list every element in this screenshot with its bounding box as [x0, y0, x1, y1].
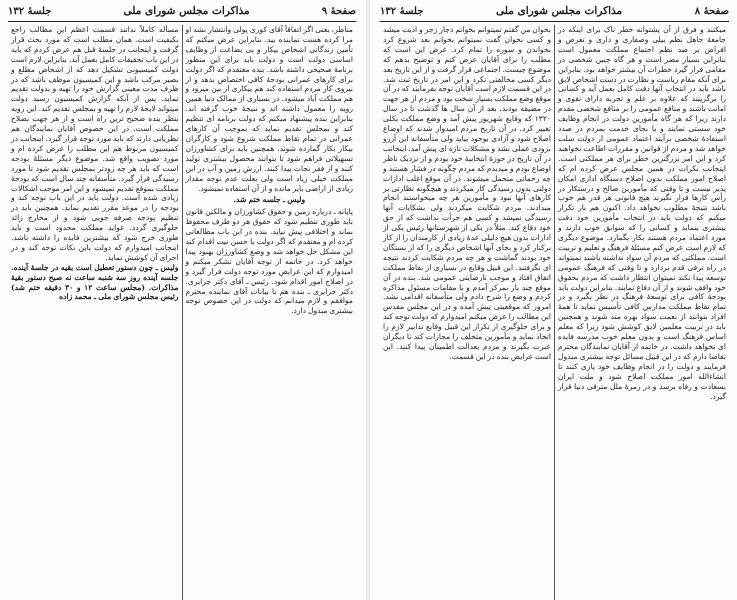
- left-journal-title: مذاکرات مجلس شورای ملی: [123, 5, 250, 17]
- left-center-note: ولیس ـ جلسه ختم شد.: [233, 195, 306, 205]
- right-column-b: [380, 25, 554, 600]
- right-column-a: [554, 25, 729, 600]
- right-session-label: جلسهٔ ۱۳۲: [380, 6, 424, 17]
- right-column-a-text: میکنند و فرق از آن پشتوانه خطر ناک برای اینکه در جامعهٔ جاهل نظم بیلی وصفاری و داری و تعرض و افراض بر ضد نظم اجتماع مملکت معمول است بنابراین بسیار مضر است و هر گاه چنین شخصی در مقامی قرار گیرد خطرات آن بیشتر خواهد بود. بنابراین برای آنکه مقام ریاست و نظارت در دست اشخاص لایق باشد باید در انتخاب آنها دقت کامل بعمل آید و کسانی را برگزینند که علاوه بر علم و تجربه دارای تقوی و امانت باشند و منافع عمومی را بر منافع شخصی مقدم دارند زیرا که هر گاه مأمورین دولت در انجام وظایف خود سستی نمایند و یا بجای خدمت بمردم در صدد استفادهٔ شخصی برآیند اعتماد عمومی از دولت سلب خواهد شد و مردم از قوانین و مقررات اطاعت نخواهند کرد و این امر بزرگترین خطر برای هر مملکتی است. اینجانب بکرات در همین مجلس عرض کرده ام که اصلاح امور مملکت بدون اصلاح دستگاه اداری امکان پذیر نیست و تا وقتی که مأمورین صالح و درستکار در رأس کارها قرار نگیرند هیچ قانونی هر قدر هم خوب باشد نتیجهٔ مطلوب نخواهد داد. اکنون هم باز تکرار میکنم که دولت باید در انتخاب مأمورین خود دقت بیشتری بنماید و کسانی را که سوابق خوب دارند و مورد اعتماد مردم هستند بکار بگمارد. موضوع دیگری که لازم است عرض کنم مسئلهٔ فرهنگ و تعلیم و تربیت است. مملکتی که مردم آن سواد نداشته باشند نمیتواند در راه ترقی قدم بردارد و تا وقتی که فرهنگ عمومی توسعه پیدا نکند نمیتوان انتظار داشت که مردم بحقوق خود واقف شوند و از آن دفاع نمایند. بنابراین دولت باید بودجهٔ کافی برای توسعهٔ فرهنگ در نظر بگیرد و در تمام نقاط مملکت مدارس کافی تأسیس نماید تا همهٔ افراد بتوانند از نعمت سواد بهره مند شوند و همچنین باید در تربیت معلمین لایق کوشش شود زیرا که معلم اساس فرهنگ است و بدون معلم خوب مدرسه فایده ای نخواهد داشت. در خاتمه از آقایان نمایندگان محترم تقاضا دارم که در این قبیل مسائل توجه بیشتری مبذول فرمایند و دولت را در انجام وظایف خود یاری کنند تا انشاءالله امور مملکت اصلاح شود و ملت ایران بسعادت و رفاه برسد و در زمرهٔ ملل مترقی دنیا قرار گیرد.: [558, 25, 726, 401]
- left-column-b-text: مسأله کاملاً ندانند قسمت اعظم این مطالب راجع بکیفیت است. همان مطلب است که مورد بحث قرار گرفت و اینجانب در جلسهٔ قبل هم عرض کردم که باید در این باب تحقیقات کامل بعمل آید. بنابراین لازم است دولت کمیسیونی تشکیل دهد که از اشخاص مطلع و بصیر مرکب باشد و این کمیسیون موظف باشد که در ظرف مدت معینی گزارش خود را تهیه و بدولت تقدیم نماید. پس از آنکه گزارش کمیسیون رسید دولت میتواند لایحهٔ لازم را تهیه و بمجلس تقدیم کند. این رویه بنظر بنده صحیح ترین راه است و از هر جهت بصلاح مملکت است. در این خصوص آقایان نمایندگان هم نظریاتی دارند که باید مورد توجه قرار گیرد. اینجانب در کمیسیون مربوط هم این مطلب را عرض کرده ام و مورد تصویب واقع شد. موضوع دیگر مسئلهٔ بودجه است که باید هر چه زودتر بمجلس تقدیم شود تا مورد رسیدگی قرار گیرد. متأسفانه چند سال است که بودجهٔ مملکت بموقع تقدیم نمیشود و این امر موجب اشکالات زیادی شده است. دولت باید در این باب توجه کند و بودجه را در موعد مقرر تقدیم نماید. همچنین باید در تنظیم بودجه صرفه جویی شود و از مخارج زائد جلوگیری گردد. عواید مملکت محدود است و باید طوری خرج شود که بیشترین فایده را داشته باشد. اینجانب امیدوارم که دولت باین نکات توجه کند و در اجرای آن کوشش نماید.: [11, 25, 179, 262]
- left-columns: [8, 25, 356, 600]
- left-running-header: [8, 4, 356, 22]
- left-column-a: [182, 25, 357, 600]
- right-columns: [380, 25, 729, 600]
- right-page-label: صفحهٔ ۸: [694, 6, 729, 17]
- right-page: [370, 0, 737, 600]
- right-running-header: [380, 4, 729, 22]
- page-gutter: [366, 0, 370, 600]
- right-journal-title: مذاکرات مجلس شورای ملی: [496, 5, 623, 17]
- left-column-b-tail: ولیس ـ چون دستور تعطیل است بقیه در جلسهٔ آینده. جلسه آینده روز سه شنبه ساعت نه صبح دستور بقیهٔ مذاکرات. (مجلس ساعت ۱۲ و ۳۰ دقیقه ختم شد) رئیس مجلس شورای ملی ـ محمد زاده: [11, 262, 179, 302]
- left-page-label: صفحهٔ ۹: [321, 6, 356, 17]
- left-column-a-tail: پایانه ـ درباره زمین و حقوق کشاورزان و مالکین قانون باید طوری تنظیم شود که حقوق هر دو طرف محفوظ بماند و اختلافی پیش نیاید. بنده در این باب مطالعاتی کرده ام و معتقدم که اگر دولت با حسن نیت اقدام کند این مشکل حل خواهد شد و وضع کشاورزان بهبود پیدا خواهد کرد. در خاتمه از توجه آقایان تشکر میکنم و امیدوارم که این عرایض مورد توجه دولت قرار گیرد و در اصلاح امور اقدام شود. رئیس ـ آقای دکتر جزایری. دکتر جزایری ـ بنده هم با بیانات آقای نماینده محترم موافقم و لازم میدانم که دولت در این خصوص توجه بیشتری مبذول دارد.: [185, 207, 353, 316]
- left-column-b: [8, 25, 182, 600]
- left-page: [0, 0, 366, 600]
- left-session-label: جلسهٔ ۱۳۲: [8, 6, 52, 17]
- right-column-b-text: بخوان من گفتم نمیتوانم بخوانم دچار زجر و اذیت میشد و کسی بخوان گفت نمیتوانم بخوانم بعد شروع کرد بخواندن و سوره را تمام کرد. غرض این است که مطلب را برای آقایان عرض کنم و توضیح بدهم که موضوع چیست. اجتماعی قرار گرفت و از این تاریخ بعد دیگر کسی مخالفتی نکرد و این امر در تاریخ ثبت شد. در این قسمت لازم است آقایان توجه بفرمایند که در آن موقع وضع مملکت بسیار سخت بود و مردم از هر جهت در مضیقه بودند. بعد از آن سال ها گذشت تا در سال ۱۳۲۰ که وقایع شهریور پیش آمد و وضع مملکت بکلی تغییر کرد. در آن تاریخ مردم امیدوار شدند که اوضاع اصلاح شود و آزادی بوجود بیاید ولی متأسفانه این آرزو بزودی عملی نشد و مشکلات تازه ای پیش آمد. اینجانب در آن تاریخ در حوزهٔ انتخابیهٔ خود بودم و از نزدیک ناظر اوضاع بودم و میدیدم که مردم چگونه در فشار هستند و چه زحماتی متحمل میشوند. در آن موقع اغلب ادارات دولتی بدون رسیدگی کار میکردند و هیچگونه نظارتی بر کارهای آنها نبود و مأمورین هر چه میخواستند انجام میدادند. مردم شکایت میکردند ولی بشکایات آنها رسیدگی نمیشد و کسی هم جرأت نداشت که از حق خود دفاع کند. مثلاً در یکی از شهرستانها رئیس یکی از ادارات بدون هیچ دلیلی عدهٔ زیادی از کارمندان را از کار برکنار کرد و بجای آنها اشخاص دیگری را که از بستگان خود بودند گماشت و هر چه مردم شکایت کردند نتیجه ای نگرفتند. این قبیل وقایع در بسیاری از نقاط مملکت اتفاق افتاد و موجب نارضایتی عمومی شد. بنده در آن موقع چند بار بمرکز آمدم و با مقامات مسئول مذاکره کردم و وضع را شرح دادم ولی متأسفانه اقدامی نشد. امروز که موقعیتی پیش آمده و در این مجلس مقدس این مطالب را عرض میکنم امیدوارم که دولت توجه کند و برای جلوگیری از تکرار این قبیل وقایع تدابیر لازم را اتخاذ نماید و مأمورین متخلف را مجازات کند تا دیگران عبرت بگیرند و مردم بعدالت اطمینان پیدا کنند. این است عرایض بنده در این قسمت.: [383, 25, 551, 361]
- left-column-a-text: مناطر، بعنی اگر اتفاقاً آقای کوری پولی وانتشار نشد او مرا کرده هست نماینده بید. بنابراین عرض میکنم که تأمین زندگانی اشخاص بیکار و بی بضاعت از وظایف اساسی دولت است و دولت باید برای این منظور برنامهٔ صحیحی داشته باشد. بنده معتقدم که اگر دولت برای کارهای عمرانی بودجهٔ کافی اختصاص بدهد و از نیروی کار مردم استفاده کند هم بیکاری از بین میرود و هم مملکت آباد میشود. در بسیاری از ممالک دنیا همین رویه را معمول داشته اند و نتیجهٔ خوب گرفته اند. بنابراین بنده پیشنهاد میکنم که دولت برنامه ای تنظیم کند و بمجلس تقدیم نماید که بموجب آن کارهای عمرانی در تمام نقاط مملکت شروع شود و کارگران بیکار بکار گمارده شوند. همچنین باید برای کشاورزان تسهیلاتی فراهم شود تا بتوانند محصول بیشتری تولید کنند و از فقر نجات پیدا کنند. ارزش زمین و آب در این مملکت خیلی زیاد است ولی بعلت عدم توجه مقدار زیادی از اراضی بایر مانده و از آن استفاده نمیشود.: [185, 25, 353, 193]
